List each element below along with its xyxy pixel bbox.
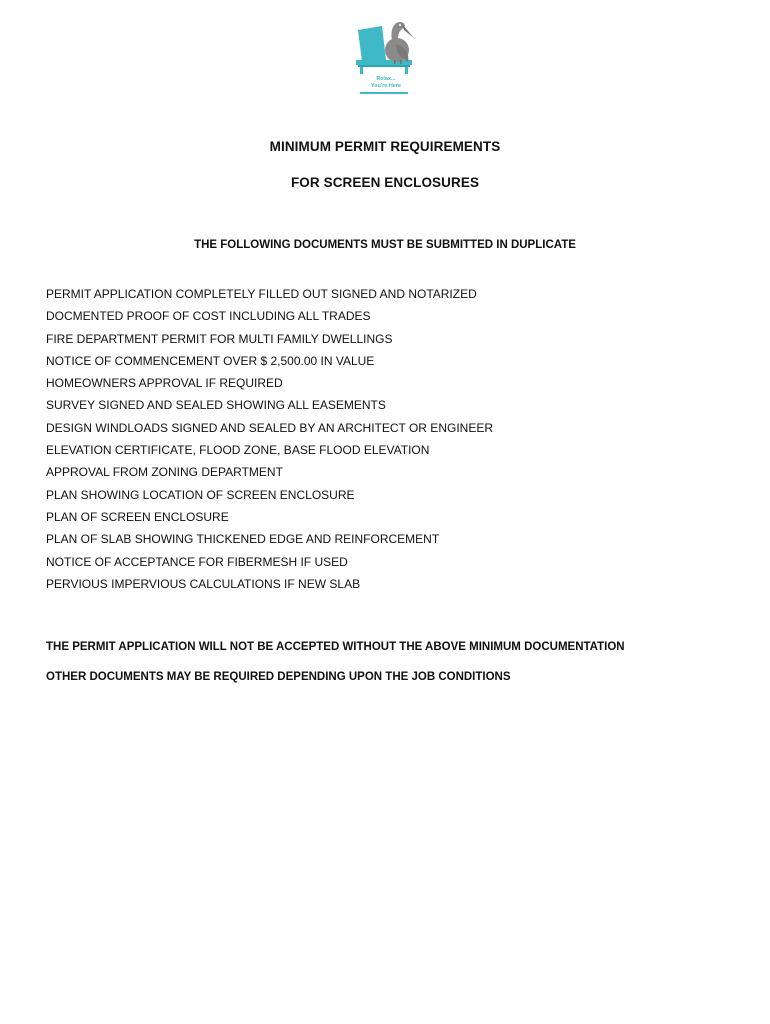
submission-instruction: THE FOLLOWING DOCUMENTS MUST BE SUBMITTED IN DUPLICATE	[194, 239, 576, 251]
list-item: NOTICE OF ACCEPTANCE FOR FIBERMESH IF USED	[46, 554, 348, 569]
logo-tagline-line2: You're Here	[370, 83, 402, 89]
list-item: ELEVATION CERTIFICATE, FLOOD ZONE, BASE FLOOD ELEVATION	[46, 443, 430, 458]
logo-tagline	[356, 76, 416, 90]
document-title: MINIMUM PERMIT REQUIREMENTS	[269, 139, 501, 154]
list-item: DOCMENTED PROOF OF COST INCLUDING ALL TRADES	[46, 309, 371, 324]
list-item: PLAN SHOWING LOCATION OF SCREEN ENCLOSURE	[46, 487, 355, 502]
additional-documents-notice: OTHER DOCUMENTS MAY BE REQUIRED DEPENDING UPON THE JOB CONDITIONS	[46, 671, 511, 683]
list-item: NOTICE OF COMMENCEMENT OVER $ 2,500.00 IN VALUE	[46, 353, 375, 368]
list-item: APPROVAL FROM ZONING DEPARTMENT	[46, 465, 283, 480]
list-item: FIRE DEPARTMENT PERMIT FOR MULTI FAMILY DWELLINGS	[46, 331, 393, 346]
list-item: HOMEOWNERS APPROVAL IF REQUIRED	[46, 376, 283, 391]
list-item: DESIGN WINDLOADS SIGNED AND SEALED BY AN ARCHITECT OR ENGINEER	[46, 420, 493, 435]
list-item: PLAN OF SCREEN ENCLOSURE	[46, 509, 229, 524]
document-subtitle-title: FOR SCREEN ENCLOSURES	[290, 175, 480, 190]
list-item: SURVEY SIGNED AND SEALED SHOWING ALL EASEMENTS	[46, 398, 386, 413]
list-item: PLAN OF SLAB SHOWING THICKENED EDGE AND REINFORCEMENT	[46, 532, 440, 547]
requirements-list	[46, 283, 493, 595]
acceptance-notice: THE PERMIT APPLICATION WILL NOT BE ACCEPTED WITHOUT THE ABOVE MINIMUM DOCUMENTATION	[46, 641, 625, 653]
list-item: PERMIT APPLICATION COMPLETELY FILLED OUT SIGNED AND NOTARIZED	[46, 287, 477, 301]
list-item: PERVIOUS IMPERVIOUS CALCULATIONS IF NEW SLAB	[46, 576, 361, 591]
logo-tagline-line1: Relax...	[376, 76, 396, 82]
